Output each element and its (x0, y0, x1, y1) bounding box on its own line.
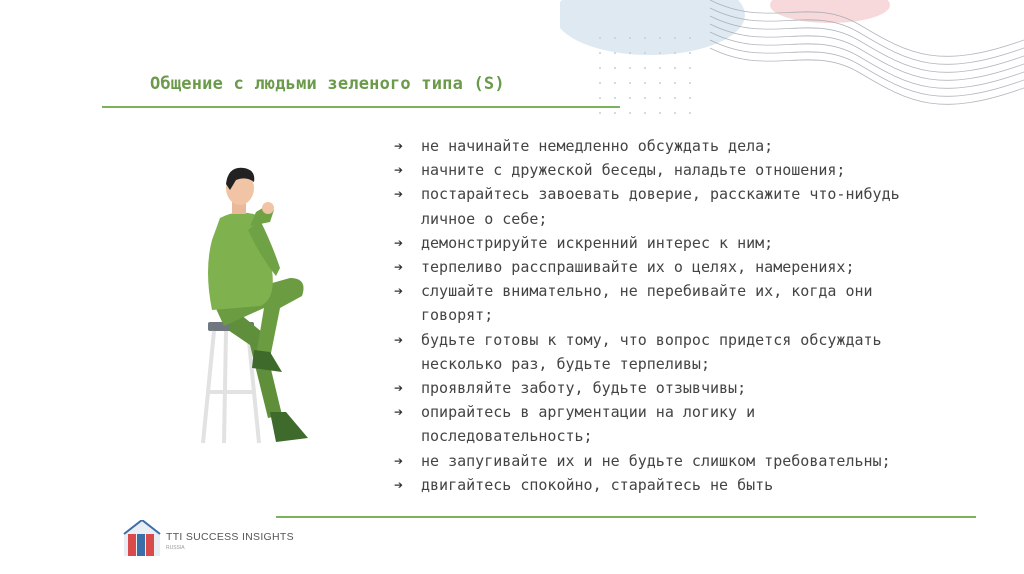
logo-wordmark: TTI SUCCESS INSIGHTS (166, 531, 294, 543)
arrow-right-icon: ➔ (394, 161, 404, 180)
list-item: ➔ будьте готовы к тому, что вопрос придется обсуждать несколько раз, будьте терпеливы; (394, 328, 901, 376)
arrow-right-icon: ➔ (394, 258, 404, 277)
list-item: ➔ слушайте внимательно, не перебивайте их, когда они говорят; (394, 279, 901, 327)
arrow-right-icon: ➔ (394, 475, 404, 494)
list-item: ➔ проявляйте заботу, будьте отзывчивы; (394, 376, 901, 400)
arrow-right-icon: ➔ (394, 282, 404, 301)
arrow-right-icon: ➔ (394, 451, 404, 470)
arrow-right-icon: ➔ (394, 379, 404, 398)
list-item: ➔ двигайтесь спокойно, старайтесь не быть (394, 473, 901, 497)
list-item: ➔ терпеливо расспрашивайте их о целях, намерениях; (394, 255, 901, 279)
arrow-right-icon: ➔ (394, 137, 404, 155)
list-item: ➔ не начинайте немедленно обсуждать дела; (394, 134, 901, 158)
arrow-right-icon: ➔ (394, 233, 404, 252)
title-divider (102, 106, 620, 108)
list-item: ➔ не запугивайте их и не будьте слишком требовательны; (394, 449, 901, 473)
list-item: ➔ начните с дружеской беседы, наладьте отношения; (394, 158, 901, 182)
arrow-right-icon: ➔ (394, 403, 404, 422)
arrow-right-icon: ➔ (394, 330, 404, 349)
list-item: ➔ демонстрируйте искренний интерес к ним; (394, 231, 901, 255)
arrow-right-icon: ➔ (394, 185, 404, 204)
decorative-wave-pattern (560, 0, 1024, 130)
list-item: ➔ опирайтесь в аргументации на логику и последовательность; (394, 400, 901, 448)
page-title: Общение с людьми зеленого типа (S) (150, 74, 505, 94)
logo-subtitle: RUSSIA (166, 545, 185, 551)
recommendation-list (394, 134, 901, 497)
list-item: ➔ постарайтесь завоевать доверие, расскажите что-нибудь личное о себе; (394, 182, 901, 230)
footer-divider (276, 516, 976, 518)
thinking-man-illustration (190, 160, 320, 450)
